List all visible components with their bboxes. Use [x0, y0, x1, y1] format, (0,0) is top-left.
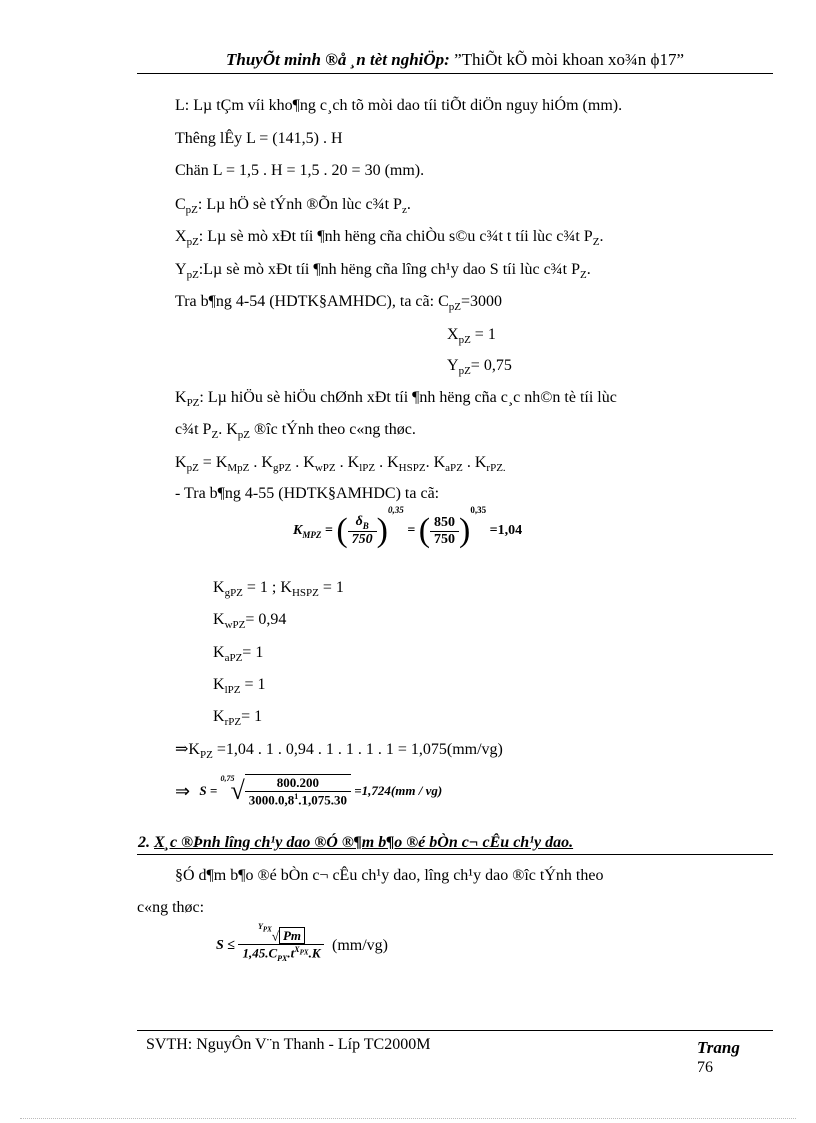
text-line: $C_{pZ}$: Lµ hÖ sè tÝnh ®Õn lùc c¾t $P_z$. [175, 196, 411, 217]
text-line: $K_{lPZ} = 1$ [213, 676, 266, 697]
text-line: Chän L = 1,5 . H = 1,5 . 20 = 30 (mm). [175, 162, 425, 179]
formula-s-constraint: S ≤ $\frac{^{Y_{PX}}√ Pm}{1,45.C_{PX}.t^{X_{PX}}.K}$ (mm/vg) [216, 922, 388, 964]
text-line: $X_{pZ} = 1$ [447, 326, 496, 347]
text-line: c«ng thøc: [137, 899, 205, 916]
text-line: Thêng lÊy L = (141,5) . H [175, 130, 343, 147]
formula-kmpz: $K_{MPZ}$ = ( $\frac{\delta_B}{750}$ )$^{0,35}$ = ( $\frac{850}{750}$ )$^{0,35}$ =1,04 [293, 504, 523, 549]
text-line: $K_{gPZ} = 1$ ; $K_{HSPZ} = 1$ [213, 579, 344, 600]
text-line: $K_{rPZ}= 1$ [213, 708, 263, 729]
footer-page-number: 76 [697, 1059, 713, 1076]
header-subject: ”ThiÕt kÕ mòi khoan xo¾n ϕ17” [454, 50, 684, 69]
formula-s-result: ⇒ S = 0,75 √ $\frac{800.200}{3000.0,8^1.1,075.30}$ =1,724(mm / vg) [175, 774, 443, 808]
footer-author: SVTH: NguyÔn V¨n Thanh - Líp TC2000M [146, 1036, 431, 1053]
text-line: c¾t $P_Z$. $K_{pZ}$ ®îc tÝnh theo c«ng thøc. [175, 421, 416, 442]
text-line: $X_{pZ}$: Lµ sè mò xÐt tíi ¶nh hëng cña chiÒu s©u c¾t t tíi lùc c¾t $P_Z$. [175, 228, 604, 249]
header-title: ThuyÕt minh ®å ¸n tèt nghiÖp: [226, 50, 450, 69]
text-line: $Y_{pZ}= 0,75$ [447, 357, 512, 378]
text-line: - Tra b¶ng 4-55 (HDTK§AMHDC) ta cã: [175, 485, 440, 502]
section-heading: 2. X¸c ®Þnh lîng ch¹y dao ®Ó ®¶m b¶o ®é bÒn c¬ cÊu ch¹y dao. [138, 834, 574, 851]
text-line: $Y_{pZ}:L\mu$ sè mò xÐt tíi ¶nh hëng cña lîng ch¹y dao S tíi lùc c¾t $P_Z$. [175, 261, 591, 282]
text-line: $K_{aPZ}= 1$ [213, 644, 264, 665]
header-rule [137, 73, 773, 74]
text-line: §Ó d¶m b¶o ®é bÒn c¬ cÊu ch¹y dao, lîng ch¹y dao ®îc tÝnh theo [175, 867, 604, 884]
footer-rule [137, 1030, 773, 1031]
text-line: L: Lµ tÇm víi kho¶ng c¸ch tõ mòi dao tíi tiÕt diÖn nguy hiÓm (mm). [175, 97, 623, 114]
text-line: $K_{wPZ}= 0,94$ [213, 611, 287, 632]
text-line: $K_{pZ} = K_{MpZ}$ . $K_{gPZ}$ . $K_{wPZ}$ . $K_{lPZ}$ . $K_{HSPZ}$. $K_{aPZ}$ . $K_{rPZ.}$ [175, 454, 506, 475]
footer-page-label: Trang [697, 1038, 740, 1057]
bottom-dotted-rule [20, 1118, 796, 1119]
text-line: $K_{PZ}$: Lµ hiÖu sè hiÖu chØnh xÐt tíi ¶nh hëng cña c¸c nh©n tè tíi lùc [175, 389, 617, 410]
page-header [137, 50, 773, 72]
text-line: Tra b¶ng 4-54 (HDTK§AMHDC), ta cã: $C_{pZ}=3000$ [175, 293, 503, 314]
heading-rule [137, 854, 773, 855]
text-line: $\Rightarrow K_{PZ} =1,04$ . 1 . 0,94 . 1 . 1 . 1 . 1 = 1,075(mm/vg) [175, 741, 503, 762]
